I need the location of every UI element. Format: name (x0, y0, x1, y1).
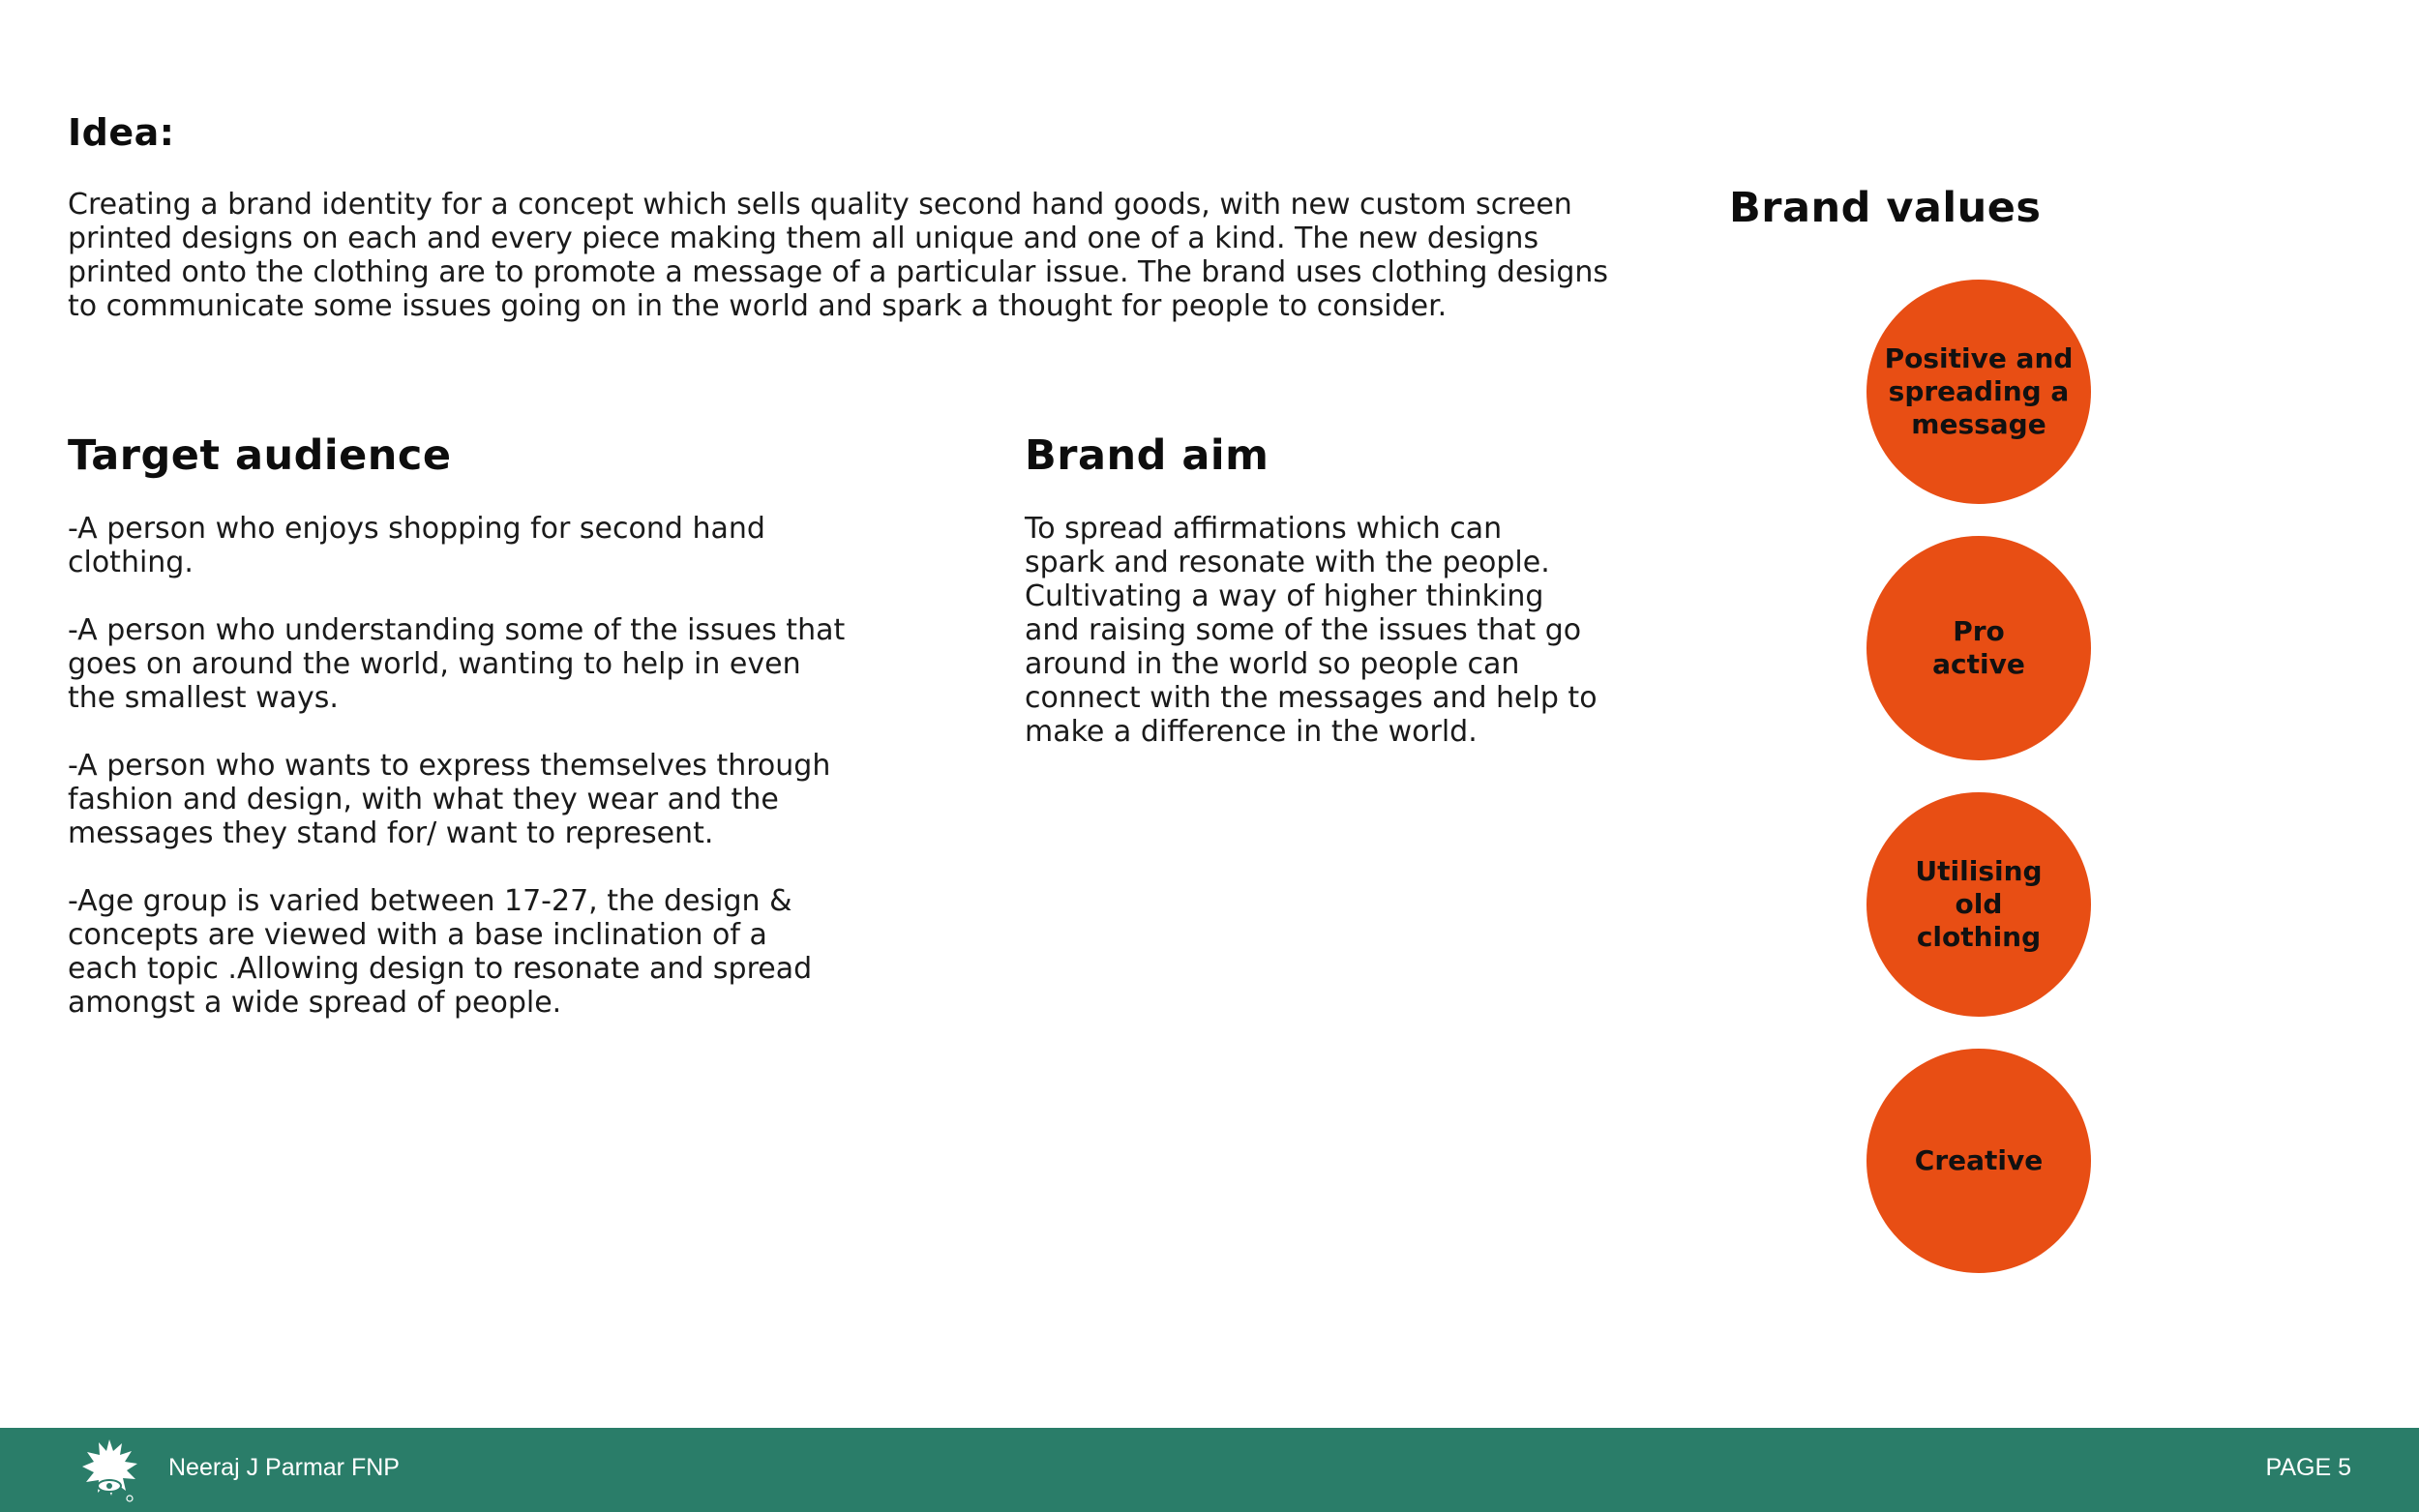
brand-value-circle-utilising: Utilising old clothing (1867, 792, 2091, 1017)
page-number: PAGE 5 (2265, 1454, 2351, 1481)
brand-value-circle-proactive: Pro active (1867, 536, 2091, 760)
starburst-logo-icon (79, 1438, 139, 1503)
idea-paragraph: Creating a brand identity for a concept which sells quality second hand goods, with new custom screen printed designs on each and every piece making them all unique and one of a kind. The new designs printed onto the clothing are to promote a message of a particular issue. The brand uses clothing designs to communicate some issues going on in the world and spark a thought for people to consider. (68, 188, 1609, 323)
idea-heading: Idea: (68, 111, 175, 154)
brand-values-heading: Brand values (1729, 184, 2042, 232)
footer-bar (0, 1428, 2419, 1512)
author-name: Neeraj J Parmar FNP (168, 1454, 400, 1481)
target-audience-paragraph: -A person who enjoys shopping for second hand clothing. -A person who understanding some of the issues that goes on around the world, wanting to help in even the smallest ways. -A person who wants to express themselves through fashion and design, with what they wear and the messages they stand for/ want to represent. -Age group is varied between 17-27, the design & concepts are viewed with a base inclination of a each topic .Allowing design to resonate and spread amongst a wide spread of people. (68, 512, 846, 1020)
brand-aim-paragraph: To spread affirmations which can spark and resonate with the people. Cultivating a way of higher thinking and raising some of the issues that go around in the world so people can connect with the messages and help to make a difference in the world. (1025, 512, 1598, 749)
brand-value-circle-positive: Positive and spreading a message (1867, 280, 2091, 504)
brand-value-circle-creative: Creative (1867, 1049, 2091, 1273)
target-audience-heading: Target audience (68, 431, 452, 480)
brand-aim-heading: Brand aim (1025, 431, 1269, 480)
